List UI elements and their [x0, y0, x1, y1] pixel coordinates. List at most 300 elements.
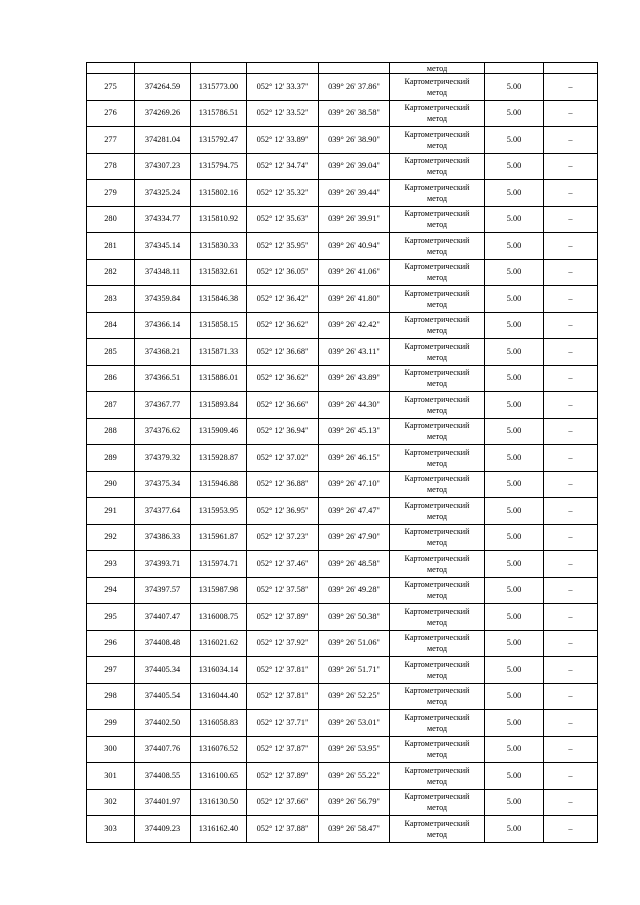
- table-row: [87, 683, 598, 710]
- cell-latitude: 052° 12' 37.71": [247, 710, 319, 737]
- cell-accuracy: 5.00: [485, 339, 544, 366]
- method-line-2: метод: [426, 405, 448, 415]
- cell-y-coordinate: 1315858.15: [191, 312, 247, 339]
- method-line-2: метод: [426, 458, 448, 468]
- cell-y-coordinate: 1315893.84: [191, 392, 247, 419]
- method-line-2: метод: [426, 776, 448, 786]
- cell-longitude: 039° 26' 51.06": [319, 630, 390, 657]
- cell-x-coordinate: 374393.71: [135, 551, 191, 578]
- cell-y-coordinate: 1315802.16: [191, 180, 247, 207]
- method-line-2: метод: [426, 538, 448, 548]
- cell-note: –: [544, 259, 598, 286]
- cell-method: [390, 710, 485, 737]
- cell-accuracy: 5.00: [485, 180, 544, 207]
- cell-accuracy: 5.00: [485, 551, 544, 578]
- cell-latitude: 052° 12' 37.92": [247, 630, 319, 657]
- cell-latitude: 052° 12' 36.42": [247, 286, 319, 313]
- cell-accuracy: 5.00: [485, 471, 544, 498]
- cell-latitude: 052° 12' 36.68": [247, 339, 319, 366]
- cell-point-number: 298: [87, 683, 135, 710]
- cell-point-number: 283: [87, 286, 135, 313]
- cell-note: –: [544, 153, 598, 180]
- cell-empty: [485, 63, 544, 74]
- table-row: [87, 180, 598, 207]
- cell-latitude: 052° 12' 36.94": [247, 418, 319, 445]
- method-line-1: Картометрический: [404, 368, 470, 378]
- cell-x-coordinate: 374402.50: [135, 710, 191, 737]
- cell-point-number: 292: [87, 524, 135, 551]
- cell-y-coordinate: 1315953.95: [191, 498, 247, 525]
- cell-accuracy: 5.00: [485, 445, 544, 472]
- cell-method: [390, 471, 485, 498]
- cell-method: [390, 524, 485, 551]
- cell-latitude: 052° 12' 33.37": [247, 74, 319, 101]
- cell-latitude: 052° 12' 37.46": [247, 551, 319, 578]
- cell-accuracy: 5.00: [485, 763, 544, 790]
- method-line-2: метод: [426, 246, 448, 256]
- cell-y-coordinate: 1316058.83: [191, 710, 247, 737]
- method-line-1: Картометрический: [404, 765, 470, 775]
- cell-latitude: 052° 12' 33.89": [247, 127, 319, 154]
- method-line-1: Картометрический: [404, 394, 470, 404]
- cell-accuracy: 5.00: [485, 74, 544, 101]
- method-line-1: Картометрический: [404, 262, 470, 272]
- method-line-2: метод: [426, 697, 448, 707]
- cell-accuracy: 5.00: [485, 206, 544, 233]
- cell-y-coordinate: 1315810.92: [191, 206, 247, 233]
- table-row: [87, 816, 598, 843]
- cell-longitude: 039° 26' 38.90": [319, 127, 390, 154]
- method-line-2: метод: [426, 273, 448, 283]
- cell-method: [390, 100, 485, 127]
- cell-y-coordinate: 1315830.33: [191, 233, 247, 260]
- cell-y-coordinate: 1315832.61: [191, 259, 247, 286]
- cell-method: [390, 74, 485, 101]
- table-row: [87, 710, 598, 737]
- cell-method: [390, 763, 485, 790]
- cell-method-fragment: [390, 63, 485, 74]
- method-line-2: метод: [426, 193, 448, 203]
- cell-empty: [247, 63, 319, 74]
- method-line-1: Картометрический: [404, 288, 470, 298]
- cell-method: [390, 736, 485, 763]
- cell-note: –: [544, 206, 598, 233]
- cell-point-number: 284: [87, 312, 135, 339]
- cell-longitude: 039° 26' 41.80": [319, 286, 390, 313]
- table-row: [87, 736, 598, 763]
- cell-x-coordinate: 374407.47: [135, 604, 191, 631]
- cell-point-number: 282: [87, 259, 135, 286]
- cell-accuracy: 5.00: [485, 233, 544, 260]
- table-row: [87, 233, 598, 260]
- cell-point-number: 291: [87, 498, 135, 525]
- table-row: [87, 286, 598, 313]
- method-line-1: Картометрический: [404, 686, 470, 696]
- cell-y-coordinate: 1316130.50: [191, 789, 247, 816]
- cell-longitude: 039° 26' 39.04": [319, 153, 390, 180]
- cell-note: –: [544, 418, 598, 445]
- cell-latitude: 052° 12' 33.52": [247, 100, 319, 127]
- cell-x-coordinate: 374386.33: [135, 524, 191, 551]
- method-line-2: метод: [426, 167, 448, 177]
- cell-accuracy: 5.00: [485, 286, 544, 313]
- cell-x-coordinate: 374264.59: [135, 74, 191, 101]
- method-line-2: метод: [426, 326, 448, 336]
- method-line-2: метод: [426, 750, 448, 760]
- cell-latitude: 052° 12' 34.74": [247, 153, 319, 180]
- cell-latitude: 052° 12' 37.58": [247, 577, 319, 604]
- cell-method: [390, 180, 485, 207]
- cell-point-number: 297: [87, 657, 135, 684]
- cell-note: –: [544, 604, 598, 631]
- cell-point-number: 301: [87, 763, 135, 790]
- cell-y-coordinate: 1315974.71: [191, 551, 247, 578]
- cell-longitude: 039° 26' 50.38": [319, 604, 390, 631]
- cell-point-number: 275: [87, 74, 135, 101]
- cell-point-number: 278: [87, 153, 135, 180]
- cell-y-coordinate: 1316021.62: [191, 630, 247, 657]
- cell-latitude: 052° 12' 36.88": [247, 471, 319, 498]
- cell-point-number: 286: [87, 365, 135, 392]
- table-row: [87, 789, 598, 816]
- cell-note: –: [544, 445, 598, 472]
- cell-latitude: 052° 12' 35.32": [247, 180, 319, 207]
- cell-method: [390, 657, 485, 684]
- cell-latitude: 052° 12' 35.63": [247, 206, 319, 233]
- cell-method: [390, 127, 485, 154]
- cell-note: –: [544, 789, 598, 816]
- cell-point-number: 293: [87, 551, 135, 578]
- cell-method: [390, 418, 485, 445]
- cell-point-number: 280: [87, 206, 135, 233]
- cell-accuracy: 5.00: [485, 657, 544, 684]
- table-row: [87, 630, 598, 657]
- cell-y-coordinate: 1315773.00: [191, 74, 247, 101]
- cell-latitude: 052° 12' 37.23": [247, 524, 319, 551]
- cell-longitude: 039° 26' 39.44": [319, 180, 390, 207]
- cell-method: [390, 312, 485, 339]
- method-line-1: Картометрический: [404, 580, 470, 590]
- method-line-2: метод: [426, 644, 448, 654]
- cell-x-coordinate: 374367.77: [135, 392, 191, 419]
- method-line-2: метод: [426, 617, 448, 627]
- table-row: [87, 312, 598, 339]
- method-line-1: Картометрический: [404, 739, 470, 749]
- cell-accuracy: 5.00: [485, 710, 544, 737]
- method-line-1: Картометрический: [404, 474, 470, 484]
- method-line-2: метод: [426, 723, 448, 733]
- cell-note: –: [544, 763, 598, 790]
- cell-y-coordinate: 1316076.52: [191, 736, 247, 763]
- cell-accuracy: 5.00: [485, 498, 544, 525]
- table-row: [87, 577, 598, 604]
- cell-method: [390, 365, 485, 392]
- cell-y-coordinate: 1315886.01: [191, 365, 247, 392]
- cell-longitude: 039° 26' 56.79": [319, 789, 390, 816]
- cell-y-coordinate: 1315946.88: [191, 471, 247, 498]
- method-line-1: Картометрический: [404, 129, 470, 139]
- table-row: [87, 365, 598, 392]
- cell-point-number: 295: [87, 604, 135, 631]
- method-line-1: Картометрический: [404, 103, 470, 113]
- cell-longitude: 039° 26' 46.15": [319, 445, 390, 472]
- cell-accuracy: 5.00: [485, 365, 544, 392]
- cell-point-number: 289: [87, 445, 135, 472]
- cell-note: –: [544, 498, 598, 525]
- cell-longitude: 039° 26' 58.47": [319, 816, 390, 843]
- cell-accuracy: 5.00: [485, 153, 544, 180]
- cell-accuracy: 5.00: [485, 418, 544, 445]
- cell-x-coordinate: 374401.97: [135, 789, 191, 816]
- method-line-1: Картометрический: [404, 633, 470, 643]
- cell-note: –: [544, 551, 598, 578]
- cell-longitude: 039° 26' 51.71": [319, 657, 390, 684]
- cell-longitude: 039° 26' 52.25": [319, 683, 390, 710]
- cell-latitude: 052° 12' 36.62": [247, 365, 319, 392]
- cell-method: [390, 286, 485, 313]
- method-line-2: метод: [426, 220, 448, 230]
- cell-accuracy: 5.00: [485, 683, 544, 710]
- cell-x-coordinate: 374366.51: [135, 365, 191, 392]
- method-line-2: метод: [426, 299, 448, 309]
- cell-note: –: [544, 816, 598, 843]
- cell-accuracy: 5.00: [485, 259, 544, 286]
- cell-note: –: [544, 657, 598, 684]
- cell-x-coordinate: 374368.21: [135, 339, 191, 366]
- cell-point-number: 276: [87, 100, 135, 127]
- cell-method: [390, 630, 485, 657]
- method-line-1: Картометрический: [404, 712, 470, 722]
- method-line-1: Картометрический: [404, 156, 470, 166]
- cell-note: –: [544, 180, 598, 207]
- method-line-2: метод: [426, 591, 448, 601]
- cell-y-coordinate: 1315961.87: [191, 524, 247, 551]
- method-line-1: Картометрический: [404, 659, 470, 669]
- cell-longitude: 039° 26' 42.42": [319, 312, 390, 339]
- cell-x-coordinate: 374359.84: [135, 286, 191, 313]
- cell-longitude: 039° 26' 39.91": [319, 206, 390, 233]
- cell-x-coordinate: 374376.62: [135, 418, 191, 445]
- method-line-2: метод: [426, 432, 448, 442]
- cell-point-number: 300: [87, 736, 135, 763]
- cell-latitude: 052° 12' 36.62": [247, 312, 319, 339]
- cell-longitude: 039° 26' 53.95": [319, 736, 390, 763]
- cell-longitude: 039° 26' 53.01": [319, 710, 390, 737]
- cell-method: [390, 445, 485, 472]
- cell-y-coordinate: 1315792.47: [191, 127, 247, 154]
- cell-empty: [191, 63, 247, 74]
- cell-x-coordinate: 374269.26: [135, 100, 191, 127]
- cell-note: –: [544, 312, 598, 339]
- cell-accuracy: 5.00: [485, 127, 544, 154]
- cell-method: [390, 577, 485, 604]
- method-line-2: метод: [426, 564, 448, 574]
- table-row: [87, 551, 598, 578]
- cell-longitude: 039° 26' 43.89": [319, 365, 390, 392]
- table-body: [87, 63, 598, 843]
- cell-note: –: [544, 233, 598, 260]
- cell-x-coordinate: 374307.23: [135, 153, 191, 180]
- method-line-1: Картометрический: [404, 209, 470, 219]
- method-line-2: метод: [426, 87, 448, 97]
- cell-note: –: [544, 577, 598, 604]
- cell-longitude: 039° 26' 37.86": [319, 74, 390, 101]
- method-line-2: метод: [426, 140, 448, 150]
- cell-point-number: 294: [87, 577, 135, 604]
- cell-y-coordinate: 1315846.38: [191, 286, 247, 313]
- cell-method: [390, 683, 485, 710]
- cell-method: [390, 498, 485, 525]
- cell-accuracy: 5.00: [485, 392, 544, 419]
- cell-note: –: [544, 365, 598, 392]
- cell-latitude: 052° 12' 35.95": [247, 233, 319, 260]
- cell-longitude: 039° 26' 47.10": [319, 471, 390, 498]
- method-line-1: Картометрический: [404, 792, 470, 802]
- cell-empty: [135, 63, 191, 74]
- cell-point-number: 296: [87, 630, 135, 657]
- cell-latitude: 052° 12' 37.81": [247, 683, 319, 710]
- cell-latitude: 052° 12' 36.66": [247, 392, 319, 419]
- method-line-1: Картометрический: [404, 341, 470, 351]
- cell-point-number: 303: [87, 816, 135, 843]
- cell-accuracy: 5.00: [485, 577, 544, 604]
- cell-x-coordinate: 374409.23: [135, 816, 191, 843]
- table-row: [87, 471, 598, 498]
- method-line-2: метод: [426, 803, 448, 813]
- cell-latitude: 052° 12' 37.89": [247, 604, 319, 631]
- cell-point-number: 290: [87, 471, 135, 498]
- table-row: [87, 763, 598, 790]
- table-row: [87, 445, 598, 472]
- cell-latitude: 052° 12' 36.95": [247, 498, 319, 525]
- method-line-1: Картометрический: [404, 553, 470, 563]
- cell-x-coordinate: 374397.57: [135, 577, 191, 604]
- cell-note: –: [544, 286, 598, 313]
- cell-point-number: 281: [87, 233, 135, 260]
- cell-method: [390, 604, 485, 631]
- table-row: [87, 153, 598, 180]
- cell-accuracy: 5.00: [485, 100, 544, 127]
- cell-method: [390, 392, 485, 419]
- method-line-1: Картометрический: [404, 182, 470, 192]
- method-line-1: Картометрический: [404, 421, 470, 431]
- cell-longitude: 039° 26' 38.58": [319, 100, 390, 127]
- cell-y-coordinate: 1316008.75: [191, 604, 247, 631]
- cell-x-coordinate: 374407.76: [135, 736, 191, 763]
- cell-x-coordinate: 374377.64: [135, 498, 191, 525]
- cell-accuracy: 5.00: [485, 789, 544, 816]
- cell-method: [390, 259, 485, 286]
- table-row: [87, 418, 598, 445]
- cell-x-coordinate: 374334.77: [135, 206, 191, 233]
- cell-latitude: 052° 12' 37.02": [247, 445, 319, 472]
- cell-empty: [544, 63, 598, 74]
- method-line-2: метод: [426, 511, 448, 521]
- cell-longitude: 039° 26' 43.11": [319, 339, 390, 366]
- cell-y-coordinate: 1316162.40: [191, 816, 247, 843]
- cell-point-number: 288: [87, 418, 135, 445]
- cell-y-coordinate: 1315871.33: [191, 339, 247, 366]
- method-line-1: Картометрический: [404, 76, 470, 86]
- cell-point-number: 277: [87, 127, 135, 154]
- table-row-continuation: [87, 63, 598, 74]
- cell-longitude: 039° 26' 47.47": [319, 498, 390, 525]
- method-line-2: метод: [426, 379, 448, 389]
- cell-method: [390, 339, 485, 366]
- cell-note: –: [544, 524, 598, 551]
- cell-method: [390, 789, 485, 816]
- cell-x-coordinate: 374408.48: [135, 630, 191, 657]
- method-line-1: Картометрический: [404, 606, 470, 616]
- cell-method: [390, 816, 485, 843]
- cell-longitude: 039° 26' 40.94": [319, 233, 390, 260]
- cell-y-coordinate: 1315987.98: [191, 577, 247, 604]
- cell-x-coordinate: 374405.34: [135, 657, 191, 684]
- cell-accuracy: 5.00: [485, 604, 544, 631]
- table-row: [87, 127, 598, 154]
- cell-point-number: 285: [87, 339, 135, 366]
- method-line-1: Картометрический: [404, 527, 470, 537]
- cell-longitude: 039° 26' 45.13": [319, 418, 390, 445]
- cell-point-number: 302: [87, 789, 135, 816]
- cell-latitude: 052° 12' 36.05": [247, 259, 319, 286]
- cell-method: [390, 206, 485, 233]
- table-row: [87, 498, 598, 525]
- table-row: [87, 100, 598, 127]
- table-row: [87, 206, 598, 233]
- method-line-2: метод: [426, 485, 448, 495]
- cell-note: –: [544, 736, 598, 763]
- cell-longitude: 039° 26' 41.06": [319, 259, 390, 286]
- method-line-1: Картометрический: [404, 818, 470, 828]
- cell-note: –: [544, 392, 598, 419]
- method-fragment-text: метод: [426, 63, 448, 73]
- table-row: [87, 339, 598, 366]
- method-line-1: Картометрический: [404, 500, 470, 510]
- cell-y-coordinate: 1315794.75: [191, 153, 247, 180]
- method-line-1: Картометрический: [404, 315, 470, 325]
- cell-y-coordinate: 1315786.51: [191, 100, 247, 127]
- cell-note: –: [544, 339, 598, 366]
- cell-note: –: [544, 471, 598, 498]
- cell-y-coordinate: 1315928.87: [191, 445, 247, 472]
- cell-y-coordinate: 1315909.46: [191, 418, 247, 445]
- cell-x-coordinate: 374375.34: [135, 471, 191, 498]
- cell-latitude: 052° 12' 37.89": [247, 763, 319, 790]
- method-line-1: Картометрический: [404, 447, 470, 457]
- method-line-2: метод: [426, 670, 448, 680]
- table-row: [87, 74, 598, 101]
- cell-x-coordinate: 374408.55: [135, 763, 191, 790]
- cell-accuracy: 5.00: [485, 312, 544, 339]
- cell-empty: [87, 63, 135, 74]
- coordinates-table: [86, 62, 598, 843]
- table-row: [87, 524, 598, 551]
- cell-x-coordinate: 374348.11: [135, 259, 191, 286]
- cell-x-coordinate: 374345.14: [135, 233, 191, 260]
- method-line-2: метод: [426, 352, 448, 362]
- cell-note: –: [544, 710, 598, 737]
- cell-latitude: 052° 12' 37.81": [247, 657, 319, 684]
- method-line-1: Картометрический: [404, 235, 470, 245]
- cell-x-coordinate: 374325.24: [135, 180, 191, 207]
- cell-note: –: [544, 127, 598, 154]
- cell-method: [390, 153, 485, 180]
- cell-accuracy: 5.00: [485, 524, 544, 551]
- cell-method: [390, 233, 485, 260]
- cell-latitude: 052° 12' 37.87": [247, 736, 319, 763]
- cell-longitude: 039° 26' 55.22": [319, 763, 390, 790]
